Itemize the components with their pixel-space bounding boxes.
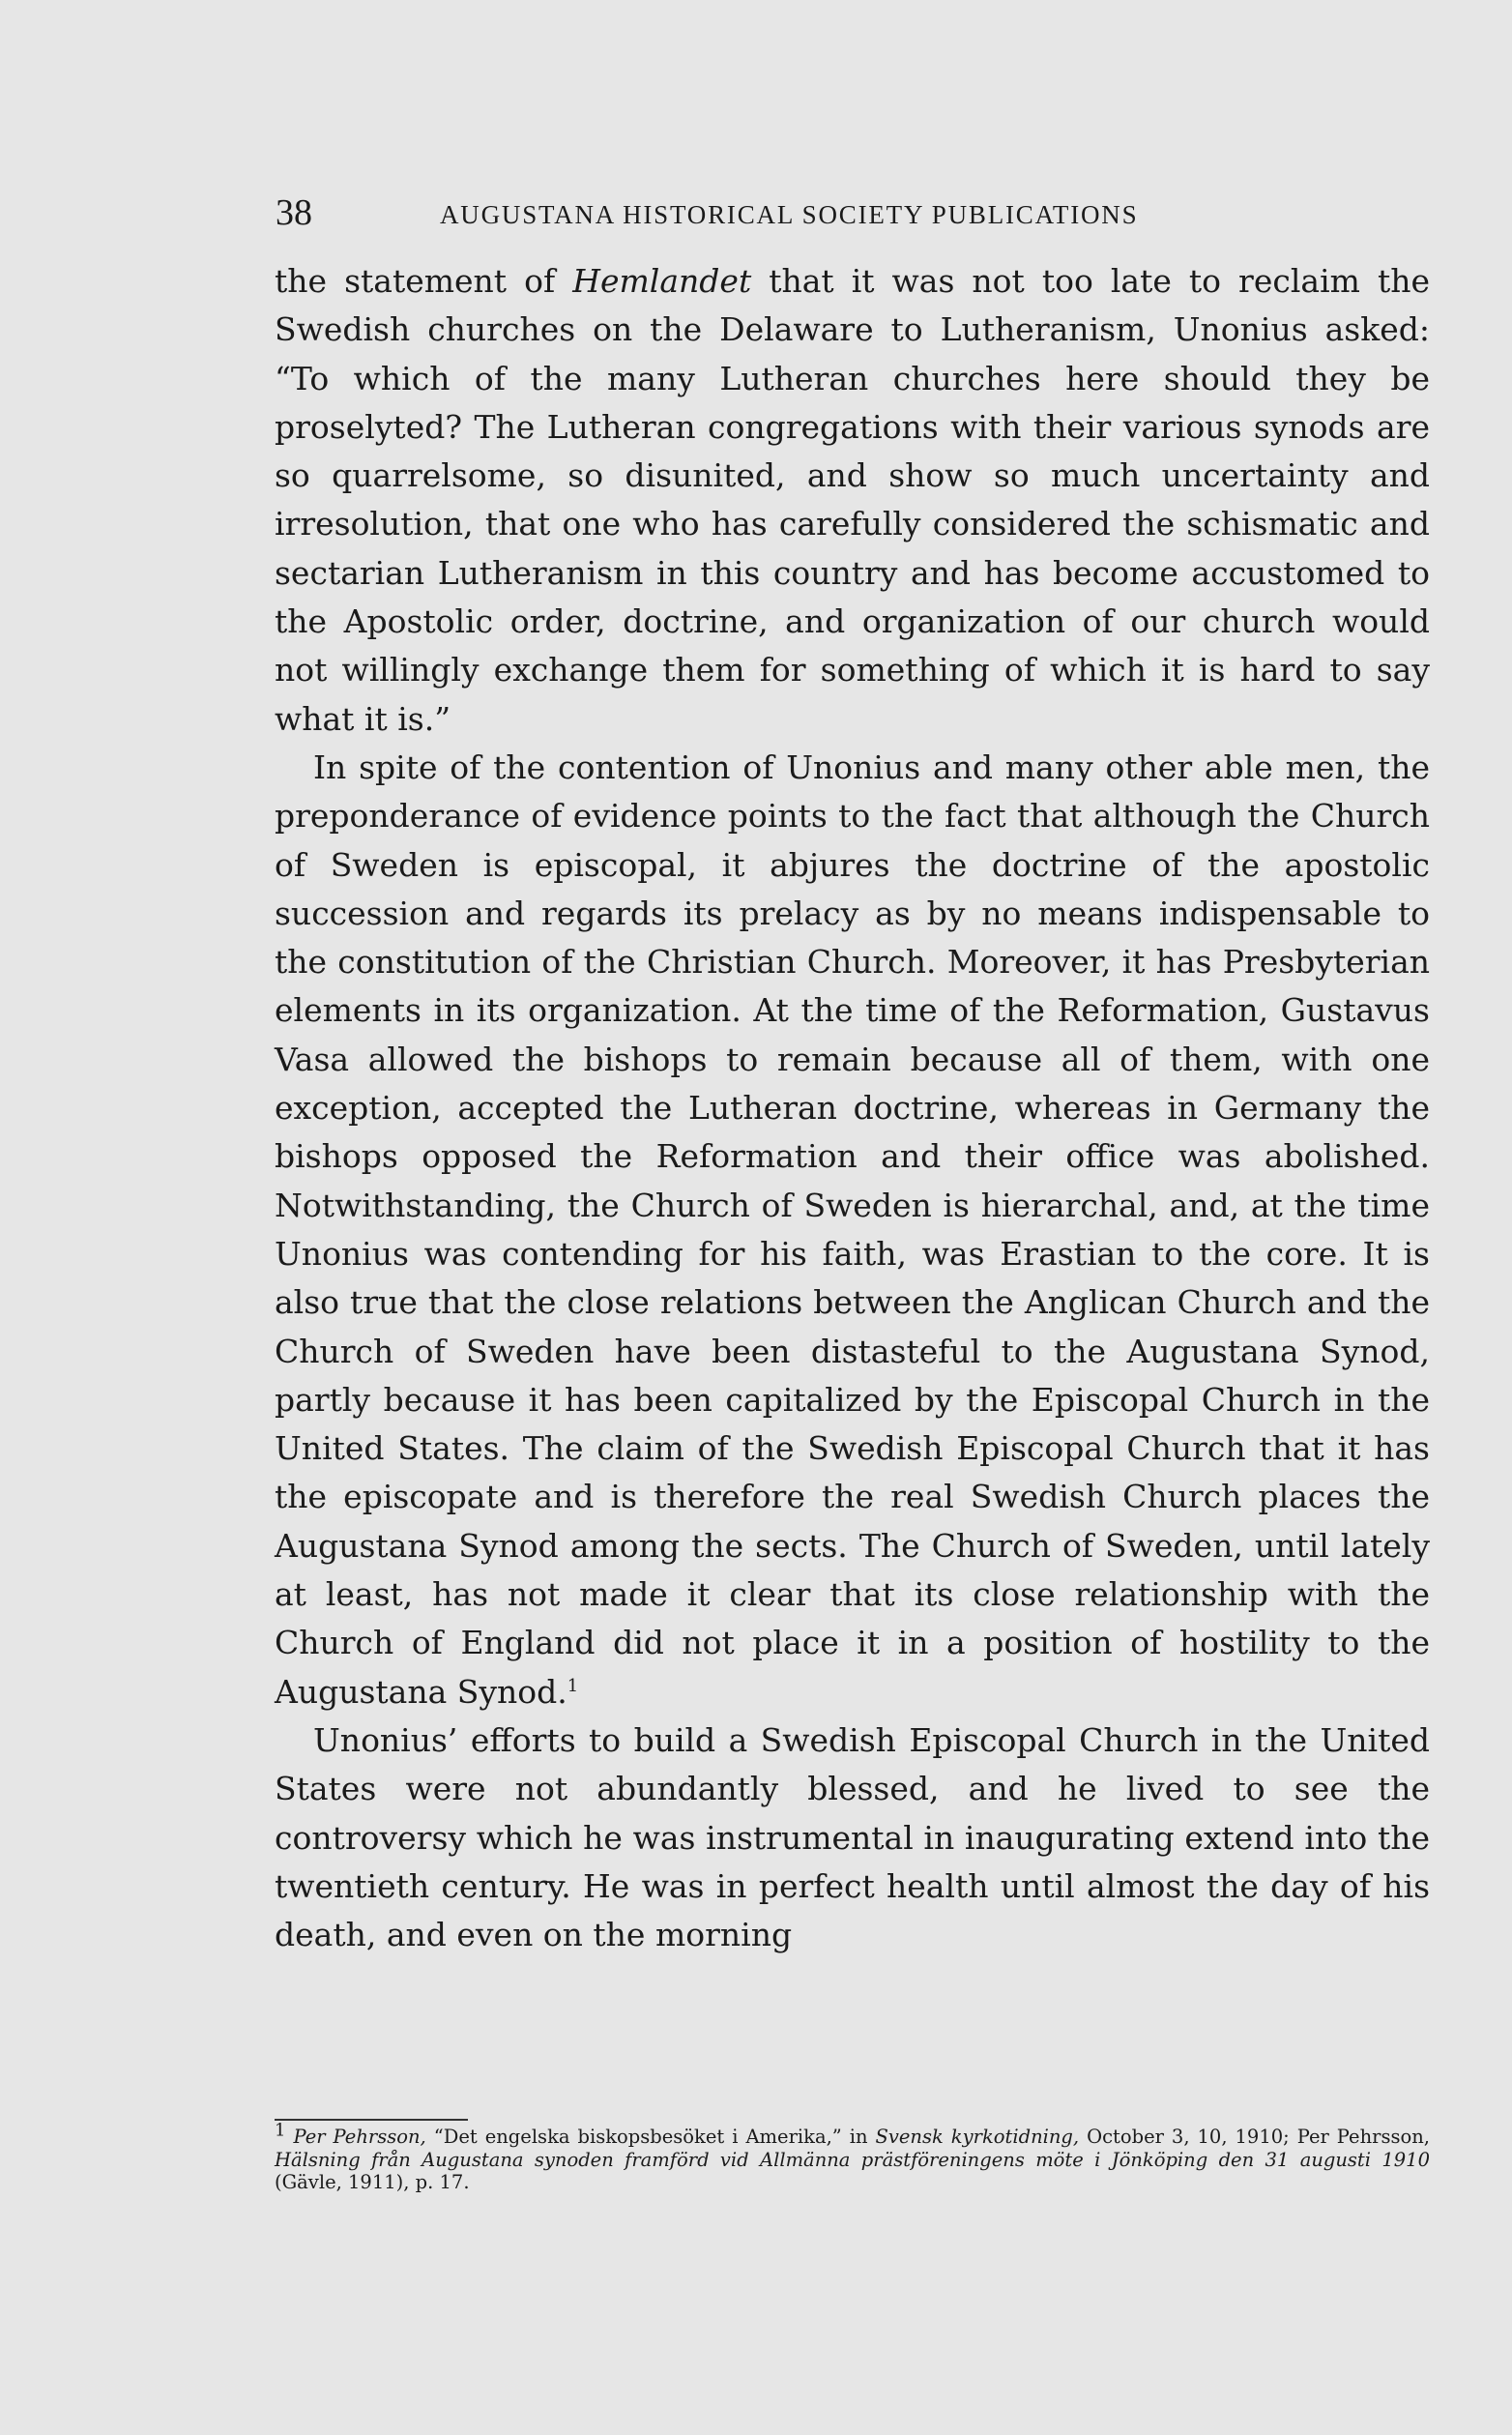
footnote-text-3: (Gävle, 1911), p. 17. <box>275 2171 470 2193</box>
page-header <box>276 190 1426 238</box>
paragraph-1 <box>275 257 1430 744</box>
paragraph-2-text: In spite of the contention of Unonius and many other able men, the preponderance of evidence points to the fact that although the Church of Sweden is episcopal, it abjures the doctrine of the apostolic succession and regards its prelacy as by no means indispensable to the constitution of the Christian Church. Moreover, it has Presbyterian elements in its organization. At the time of the Reformation, Gustavus Vasa allowed the bishops to remain because all of them, with one exception, accepted the Lutheran doctrine, whereas in Germany the bishops opposed the Reformation and their office was abolished. Notwithstanding, the Church of Sweden is hierarchal, and, at the time Unonius was contending for his faith, was Erastian to the core. It is also true that the close relations between the Anglican Church and the Church of Sweden have been distasteful to the Augustana Synod, partly because it has been capitalized by the Episcopal Church in the United States. The claim of the Swedish Episcopal Church that it has the episcopate and is therefore the real Swedish Church places the Augustana Synod among the sects. The Church of Sweden, until lately at least, has not made it clear that its close relationship with the Church of England did not place it in a position of hostility to the Augustana Synod. <box>275 748 1430 1711</box>
body-text <box>275 257 1430 1959</box>
footnote-number: 1 <box>275 2120 286 2141</box>
paragraph-1-rest: that it was not too late to reclaim the Swedish churches on the Delaware to Lutheranism, Unonius asked: “To which of the many Lutheran churches here should they be proselyted? The Lutheran congregations with their various synods are so quarrelsome, so disunited, and show so much uncertainty and irresolution, that one who has carefully considered the schismatic and sectarian Lutheranism in this country and has become accustomed to the Apostolic order, doctrine, and organization of our church would not willingly exchange them for something of which it is hard to say what it is.” <box>275 262 1430 738</box>
newspaper-title: Hemlandet <box>572 262 752 300</box>
footnotes <box>275 2120 1430 2194</box>
footnote-text-1: “Det engelska biskopsbesöket i Amerika,” in <box>425 2126 876 2148</box>
paragraph-3 <box>275 1716 1430 1959</box>
footnote-work-title: Hälsning från Augustana synoden framförd vid Allmänna prästföreningens möte i Jönköping den 31 augusti 1910 <box>275 2148 1430 2171</box>
running-head: AUGUSTANA HISTORICAL SOCIETY PUBLICATIONS <box>440 200 1139 229</box>
footnote-reference: 1 <box>567 1675 579 1696</box>
footnote-journal: Svensk kyrkotidning, <box>875 2126 1080 2148</box>
footnote-author: Per Pehrsson, <box>293 2126 426 2148</box>
footnote-1 <box>275 2120 1430 2194</box>
footnote-text-2: October 3, 10, 1910; Per Pehrsson, <box>1079 2126 1430 2148</box>
footnote-divider <box>275 2119 468 2121</box>
paragraph-2 <box>275 744 1430 1716</box>
page-number: 38 <box>276 192 312 233</box>
paragraph-3-text: Unonius’ efforts to build a Swedish Episcopal Church in the United States were not abundantly blessed, and he lived to see the controversy which he was instrumental in inaugurating extend into the twentieth century. He was in perfect health until almost the day of his death, and even on the morning <box>275 1720 1430 1954</box>
paragraph-1-lead: the statement of <box>275 262 573 300</box>
